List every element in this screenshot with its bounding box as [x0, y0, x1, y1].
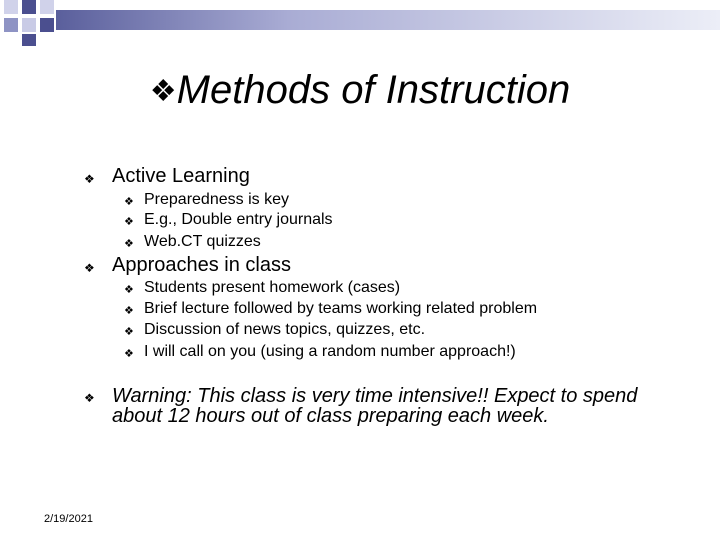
diamond-bullet-icon: ❖ — [84, 391, 95, 405]
deco-square — [4, 18, 18, 32]
slide-date: 2/19/2021 — [44, 513, 93, 525]
sub-bullet-text: Web.CT quizzes — [144, 233, 261, 250]
diamond-bullet-icon: ❖ — [124, 216, 134, 228]
deco-square — [40, 0, 54, 14]
diamond-bullet-icon: ❖ — [149, 75, 177, 108]
section-heading: Approaches in class — [112, 254, 291, 276]
sub-bullet-text: I will call on you (using a random number approach!) — [144, 343, 516, 360]
section-heading: Active Learning — [112, 165, 250, 187]
deco-square — [4, 0, 18, 14]
header-decoration — [0, 0, 720, 48]
sub-bullet-text: Students present homework (cases) — [144, 279, 401, 296]
warning-text: Warning: This class is very time intensive!! Expect to spend about 12 hours out of class preparing each week. — [112, 385, 638, 427]
deco-square — [40, 18, 54, 32]
deco-square — [22, 18, 36, 32]
diamond-bullet-icon: ❖ — [124, 284, 134, 296]
sub-bullet-text: E.g., Double entry journals — [144, 211, 333, 228]
diamond-bullet-icon: ❖ — [124, 348, 134, 360]
sub-bullet-text: Brief lecture followed by teams working related problem — [144, 300, 538, 317]
sub-bullet-text: Discussion of news topics, quizzes, etc. — [144, 321, 426, 338]
header-bar — [56, 10, 720, 30]
slide-title-text: Methods of Instruction — [176, 68, 571, 112]
diamond-bullet-icon: ❖ — [84, 261, 95, 275]
deco-square — [22, 34, 36, 46]
diamond-bullet-icon: ❖ — [84, 172, 95, 186]
sub-bullet-text: Preparedness is key — [144, 191, 289, 208]
slide-title — [0, 64, 720, 118]
diamond-bullet-icon: ❖ — [124, 196, 134, 208]
diamond-bullet-icon: ❖ — [124, 238, 134, 250]
deco-square — [22, 0, 36, 14]
diamond-bullet-icon: ❖ — [124, 305, 134, 317]
diamond-bullet-icon: ❖ — [124, 326, 134, 338]
